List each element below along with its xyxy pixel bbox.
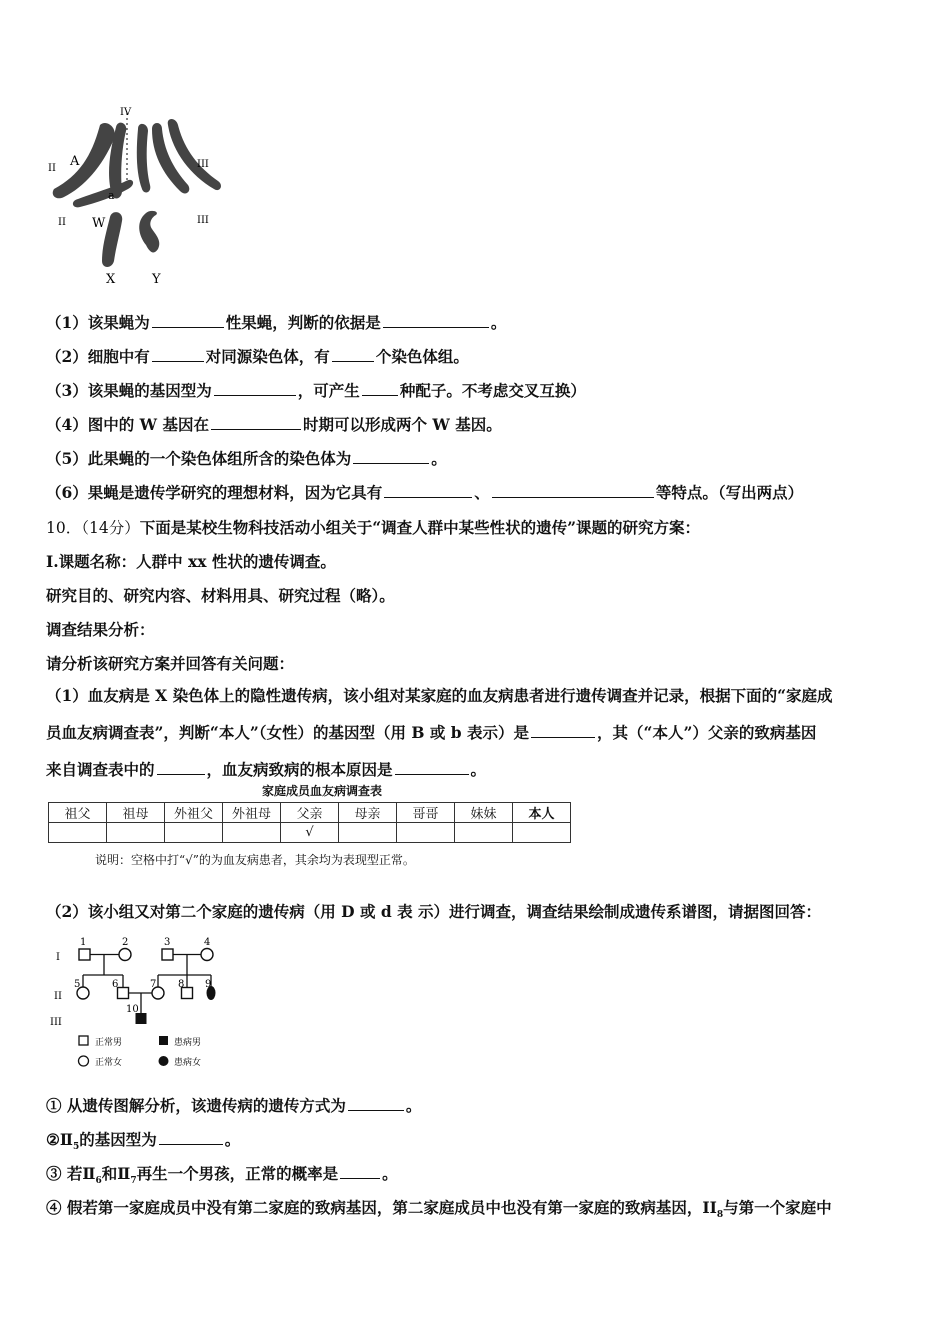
answer-blank[interactable] [492,483,654,498]
table-row [49,823,571,843]
legend-affected-male-icon [159,1036,168,1045]
pedigree-chart [48,935,238,1075]
legend-normal-male: 正常男 [95,1038,123,1048]
answer-blank[interactable] [384,483,472,498]
answer-blank[interactable] [395,760,469,775]
chromosome-figure [40,95,230,290]
q10-c1: ① 从遗传图解分析，该遗传病的遗传方式为 。 [46,1096,422,1115]
person-number: 1 [80,937,87,948]
table-cell: √ [281,823,339,843]
label-gene-a: a [108,189,115,202]
table-cell [49,823,107,843]
table-header-cell: 本人 [513,803,571,823]
table-header-cell: 外祖父 [165,803,223,823]
label-ii-upper: II [48,163,56,174]
survey-table [48,802,571,843]
label-iii-upper: III [197,159,209,170]
answer-blank[interactable] [159,1130,223,1145]
q9-part4: （4）图中的 W 基因在 时期可以形成两个 W 基因。 [46,415,502,434]
person-number: 4 [204,937,211,948]
table-header-cell: 父亲 [281,803,339,823]
gen-label-ii: II [54,991,62,1002]
answer-blank[interactable] [362,381,398,396]
label-iv: IV [120,107,132,118]
q10-purpose: 研究目的、研究内容、材料用具、研究过程（略）。 [46,586,395,605]
label-gene-W: W [92,216,106,231]
table-header-cell: 外祖母 [223,803,281,823]
legend-normal-male-icon [79,1036,88,1045]
person-number: 7 [150,979,157,990]
label-gene-A: A [70,154,80,169]
table-header-row [49,803,571,823]
person-6 [118,988,129,999]
answer-blank[interactable] [152,313,224,328]
label-y: Y [152,272,161,287]
table-header-cell: 哥哥 [397,803,455,823]
legend-affected-female: 患病女 [174,1058,202,1068]
q9-part3: （3）该果蝇的基因型为 ，可产生 种配子。不考虑交叉互换） [46,381,586,400]
q10-ask: 请分析该研究方案并回答有关问题： [46,654,295,673]
answer-blank[interactable] [340,1164,380,1179]
gen-label-iii: III [50,1017,62,1028]
q10-header: 10．（14分）下面是某校生物科技活动小组关于“调查人群中某些性状的遗传”课题的研究方案： [46,518,701,537]
table-header-cell: 母亲 [339,803,397,823]
legend-affected-male: 患病男 [174,1038,202,1048]
legend-normal-female: 正常女 [95,1058,123,1068]
table-cell [397,823,455,843]
q9-part2: （2）细胞中有 对同源染色体，有 个染色体组。 [46,347,469,366]
person-number: 8 [178,979,185,990]
legend-normal-female-icon [79,1056,89,1066]
table-header-cell: 祖母 [107,803,165,823]
person-number: 5 [74,979,81,990]
q9-part1: （1）该果蝇为 性果蝇，判断的依据是 。 [46,313,507,332]
q10-title: I.课题名称：人群中 xx 性状的遗传调查。 [46,552,336,571]
person-3 [162,949,173,960]
table-cell [455,823,513,843]
q10-c2: $②Ⅱ_5$的基因型为 。 [46,1130,241,1153]
q9-part6: （6）果蝇是遗传学研究的理想材料，因为它具有 、 等特点。（写出两点） [46,483,804,502]
person-number: 3 [164,937,171,948]
answer-blank[interactable] [348,1096,404,1111]
answer-blank[interactable] [214,381,296,396]
table-header-cell: 祖父 [49,803,107,823]
answer-blank[interactable] [152,347,204,362]
q10-s1-line1: （1）血友病是 X 染色体上的隐性遗传病，该小组对某家庭的血友病患者进行遗传调查并记录，根据下面的“家庭成 [46,686,833,705]
table-cell [223,823,281,843]
answer-blank[interactable] [383,313,489,328]
q9-part5: （5）此果蝇的一个染色体组所含的染色体为 。 [46,449,447,468]
label-x: X [106,272,116,287]
gen-label-i: I [56,952,60,963]
q10-c4: ④ 假若第一家庭成员中没有第二家庭的致病基因，第二家庭成员中也没有第一家庭的致病基因，$II_8$与第一个家庭中 [46,1198,832,1221]
table-cell [513,823,571,843]
q10-analysis: 调查结果分析： [46,620,155,639]
answer-blank[interactable] [353,449,429,464]
person-4 [201,949,213,961]
legend-affected-female-icon [159,1056,169,1066]
label-ii-lower: II [58,217,66,228]
table-header-cell: 妹妹 [455,803,513,823]
survey-table-title: 家庭成员血友病调查表 [262,784,383,798]
person-number: 2 [122,937,129,948]
person-1 [79,949,90,960]
person-number: 9 [205,979,212,990]
person-number: 6 [112,979,119,990]
answer-blank[interactable] [157,760,205,775]
q10-c3: ③ 若$Ⅱ_6$和$Ⅱ_7$再生一个男孩，正常的概率是 。 [46,1164,398,1187]
table-cell [107,823,165,843]
person-number: 10 [126,1004,139,1015]
person-2 [119,949,131,961]
table-cell [165,823,223,843]
answer-blank[interactable] [531,723,595,738]
q10-s1-line2: 员血友病调查表”，判断“本人”（女性）的基因型（用 B 或 b 表示）是 ，其（“本人”）父亲的致病基因 [46,723,817,742]
q10-s1-line3: 来自调查表中的 ，血友病致病的根本原因是 。 [46,760,487,779]
answer-blank[interactable] [211,415,301,430]
survey-table-note: 说明：空格中打“√”的为血友病患者，其余均为表现型正常。 [95,853,415,867]
q10-s2: （2）该小组又对第二个家庭的遗传病（用 D 或 d 表 示）进行调查，调查结果绘制成遗传系谱图，请据图回答： [46,902,822,921]
answer-blank[interactable] [332,347,374,362]
table-cell [339,823,397,843]
label-iii-lower: III [197,215,209,226]
